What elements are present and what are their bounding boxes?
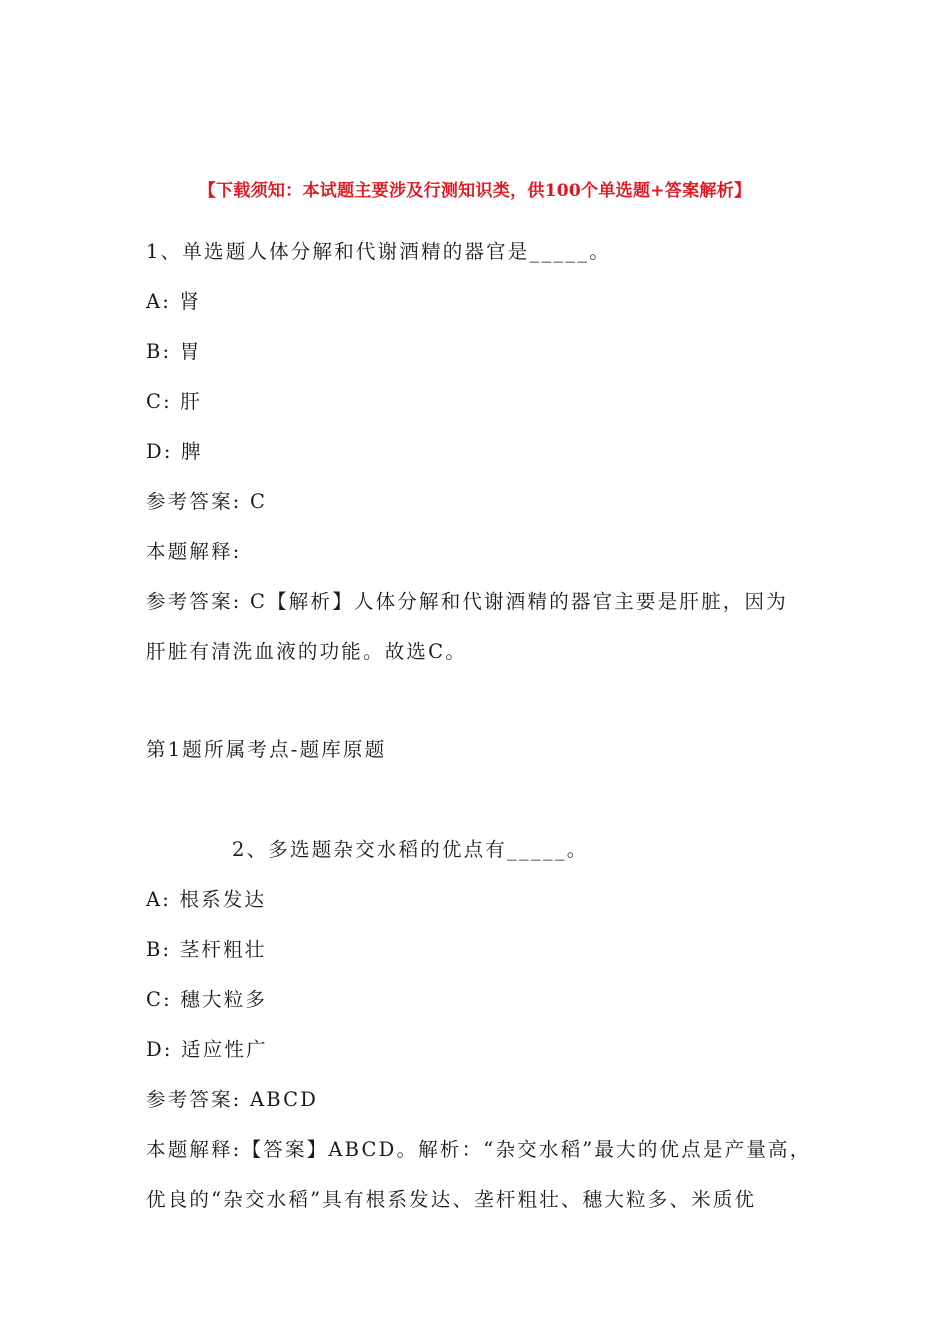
question-1-option-d: D: 脾 [146, 440, 203, 463]
question-1-explanation-line-1: 参考答案: C【解析】人体分解和代谢酒精的器官主要是肝脏，因为 [146, 590, 788, 613]
question-2-answer: 参考答案: ABCD [146, 1088, 319, 1111]
question-1-explain-label: 本题解释: [146, 540, 242, 563]
question-2-explanation-line-2: 优良的“杂交水稻”具有根系发达、垄杆粗壮、穗大粒多、米质优 [146, 1188, 757, 1211]
question-2-option-a: A: 根系发达 [146, 888, 267, 911]
question-2-explanation-line-1: 本题解释:【答案】ABCD。解析：“杂交水稻”最大的优点是产量高， [146, 1138, 812, 1161]
question-1-option-b: B: 胃 [146, 340, 202, 363]
question-1-option-c: C: 肝 [146, 390, 202, 413]
question-1-option-a: A: 肾 [146, 290, 202, 313]
question-2-option-b: B: 茎杆粗壮 [146, 938, 267, 961]
question-1-explanation-line-2: 肝脏有清洗血液的功能。故选C。 [146, 640, 467, 663]
question-2-stem: 2、多选题杂交水稻的优点有_____。 [232, 838, 589, 861]
question-1-answer: 参考答案: C [146, 490, 268, 513]
question-1-exam-point: 第1题所属考点-题库原题 [146, 738, 387, 761]
question-1-stem: 1、单选题人体分解和代谢酒精的器官是_____。 [146, 240, 611, 263]
download-notice: 【下载须知：本试题主要涉及行测知识类，供100个单选题+答案解析】 [198, 181, 752, 201]
question-2-option-c: C: 穗大粒多 [146, 988, 268, 1011]
question-2-option-d: D: 适应性广 [146, 1038, 268, 1061]
